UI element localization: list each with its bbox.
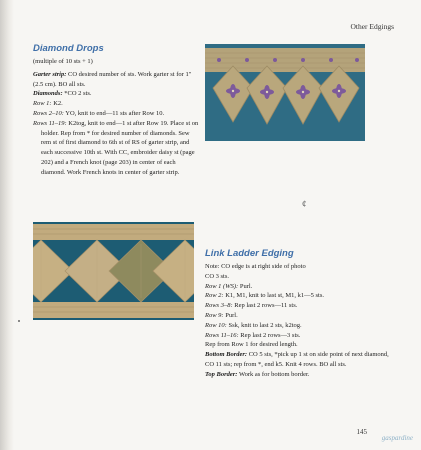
link-row9-text: Purl. [223,311,238,319]
diamond-drops-title: Diamond Drops [33,43,104,54]
diamonds-text: *CO 2 sts. [62,90,92,98]
link-ladder-instructions [205,262,395,380]
link-bottom-text: CO 5 sts, *pick up 1 st on side point of next diamond, CO 11 sts; rep from *, end k5. Knit 4 rows. BO all sts. [205,351,389,368]
link-top-label: Top Border: [205,370,238,378]
rows11-paragraph [33,119,199,178]
rows2-label: Rows 2–10: [33,109,64,117]
link-row10-text: Ssk, knit to last 2 sts, k2tog. [226,321,302,329]
row1-label: Row 1: [33,100,52,108]
diamond-drops-instructions [33,57,199,178]
rows2-paragraph [33,109,199,119]
link-row2-text: K1, M1, knit to last st, M1, k1—5 sts. [223,292,325,300]
link-top-text: Work as for bottom border. [237,370,310,378]
link-bottom-border [205,350,395,370]
page-number: 145 [356,428,367,436]
stray-mark: ¢ [302,199,307,209]
link-ladder-photo [33,222,194,320]
garter-strip-text: CO desired number of sts. Work garter st for 1" (2.5 cm). BO all sts. [33,70,192,88]
diamonds-label: Diamonds: [33,90,63,98]
diamond-drops-multiple: (multiple of 10 sts + 1) [33,58,93,65]
row1-text: K2. [51,100,63,108]
rows11-label: Rows 11–19: [33,119,67,127]
link-row1-label: Row 1 (WS): [205,282,239,290]
link-rows11-text: Rep last 2 rows—3 sts. [238,331,301,339]
row1-paragraph [33,99,199,109]
stray-dot [18,320,20,322]
link-row1-text: Purl. [238,282,253,290]
link-top-border [205,370,395,380]
diamonds-paragraph [33,89,199,99]
diamond-drops-photo [205,44,365,141]
link-ladder-title: Link Ladder Edging [205,248,294,259]
page-gutter [0,0,14,450]
link-rep: Rep from Row 1 for desired length. [205,341,298,349]
link-row10 [205,321,395,331]
link-co: CO 3 sts. [205,272,230,280]
link-row10-label: Row 10: [205,321,227,329]
link-rows11-label: Rows 11–16: [205,331,239,339]
link-rows3-text: Rep last 2 rows—11 sts. [232,302,298,310]
link-row9 [205,311,395,321]
garter-strip-label: Garter strip: [33,70,67,78]
rows11-text: K2tog, knit to end—1 st after Row 19. Place st on holder. Rep from * for desired number of diamonds. Sew rem st of first diamond to 6th st of RS of garter strip, and each successive 10th st. With CC, embroider daisy st (page 202) and a French knot (page 203) in center of each diamond. Work French knots in center of garter strip. [41,119,199,176]
link-bottom-label: Bottom Border: [205,351,248,359]
rows2-text: YO, knit to end—11 sts after Row 10. [63,109,165,117]
running-head: Other Edgings [350,22,394,31]
link-row1 [205,282,395,292]
link-rows3-label: Rows 3–8: [205,302,233,310]
link-note: Note: CO edge is at right side of photo [205,263,306,270]
link-rows11 [205,331,395,341]
watermark: gaspardine [381,434,413,442]
link-row2 [205,291,395,301]
link-row9-label: Row 9: [205,311,224,319]
garter-strip-paragraph [33,70,199,90]
link-row2-label: Row 2: [205,292,224,300]
link-rows3 [205,301,395,311]
